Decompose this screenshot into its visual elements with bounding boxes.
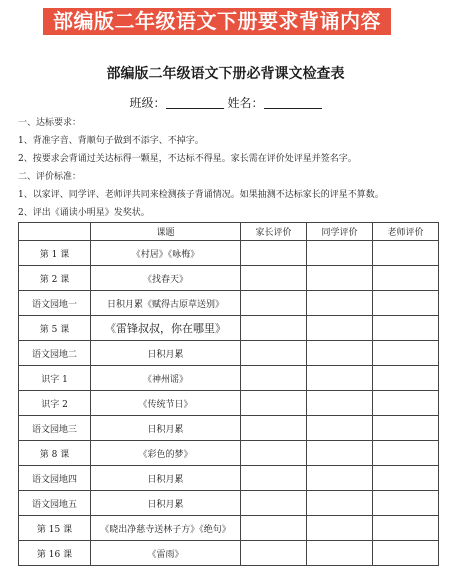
parent-eval-cell[interactable]: [241, 416, 307, 441]
table-row: [19, 466, 439, 491]
classmate-eval-cell[interactable]: [307, 391, 373, 416]
teacher-eval-cell[interactable]: [373, 541, 439, 566]
topic-cell: 《彩色的梦》: [91, 441, 241, 466]
table-row: [19, 316, 439, 341]
topic-cell: 日积月累: [91, 416, 241, 441]
class-name-line: [0, 94, 451, 111]
topic-cell: 日积月累: [91, 491, 241, 516]
topic-cell: 《传统节日》: [91, 391, 241, 416]
lesson-cell: 第 1 课: [19, 241, 91, 266]
lesson-cell: 识字 2: [19, 391, 91, 416]
teacher-eval-cell[interactable]: [373, 316, 439, 341]
teacher-eval-cell[interactable]: [373, 441, 439, 466]
lesson-cell: 第 15 课: [19, 516, 91, 541]
topic-cell: 《雷雨》: [91, 541, 241, 566]
classmate-eval-cell[interactable]: [307, 491, 373, 516]
table-row: [19, 291, 439, 316]
name-blank: [264, 96, 322, 109]
table-row: [19, 416, 439, 441]
parent-eval-cell[interactable]: [241, 341, 307, 366]
lesson-cell: 语文园地五: [19, 491, 91, 516]
parent-eval-cell[interactable]: [241, 491, 307, 516]
lesson-cell: 识字 1: [19, 366, 91, 391]
header-teacher-eval: 老师评价: [373, 223, 439, 241]
classmate-eval-cell[interactable]: [307, 416, 373, 441]
header-topic: 课题: [91, 223, 241, 241]
parent-eval-cell[interactable]: [241, 541, 307, 566]
topic-cell: 《村居》《咏梅》: [91, 241, 241, 266]
classmate-eval-cell[interactable]: [307, 266, 373, 291]
classmate-eval-cell[interactable]: [307, 541, 373, 566]
criteria-1: 1、以家评、同学评、老师评共同来检测孩子背诵情况。如果抽测不达标家长的评星不算数。: [18, 190, 384, 200]
requirement-1: 1、背准字音、背顺句子做到不添字、不掉字。: [18, 136, 204, 146]
classmate-eval-cell[interactable]: [307, 516, 373, 541]
parent-eval-cell[interactable]: [241, 366, 307, 391]
parent-eval-cell[interactable]: [241, 316, 307, 341]
parent-eval-cell[interactable]: [241, 441, 307, 466]
lesson-cell: 语文园地一: [19, 291, 91, 316]
parent-eval-cell[interactable]: [241, 291, 307, 316]
name-label: 姓名：: [227, 96, 264, 110]
table-row: [19, 516, 439, 541]
teacher-eval-cell[interactable]: [373, 491, 439, 516]
section-heading-criteria: 二、评价标准：: [18, 172, 82, 182]
teacher-eval-cell[interactable]: [373, 416, 439, 441]
parent-eval-cell[interactable]: [241, 266, 307, 291]
teacher-eval-cell[interactable]: [373, 466, 439, 491]
table-row: [19, 241, 439, 266]
topic-cell: 日积月累: [91, 341, 241, 366]
table-header-row: [19, 223, 439, 241]
document-title: 部编版二年级语文下册必背课文检查表: [106, 66, 345, 82]
table-row: [19, 441, 439, 466]
section-heading-requirements: 一、达标要求：: [18, 118, 82, 128]
topic-cell: 《雷锋叔叔，你在哪里》: [91, 316, 241, 341]
table-row: [19, 366, 439, 391]
teacher-eval-cell[interactable]: [373, 241, 439, 266]
header-classmate-eval: 同学评价: [307, 223, 373, 241]
lesson-cell: 第 16 课: [19, 541, 91, 566]
table-row: [19, 391, 439, 416]
teacher-eval-cell[interactable]: [373, 266, 439, 291]
classmate-eval-cell[interactable]: [307, 366, 373, 391]
parent-eval-cell[interactable]: [241, 241, 307, 266]
recitation-check-table: [18, 222, 439, 566]
parent-eval-cell[interactable]: [241, 466, 307, 491]
topic-cell: 日积月累《赋得古原草送别》: [91, 291, 241, 316]
lesson-cell: 第 8 课: [19, 441, 91, 466]
teacher-eval-cell[interactable]: [373, 391, 439, 416]
header-parent-eval: 家长评价: [241, 223, 307, 241]
parent-eval-cell[interactable]: [241, 391, 307, 416]
header-lesson: [19, 223, 91, 241]
topic-cell: 《晓出净慈寺送林子方》《绝句》: [91, 516, 241, 541]
teacher-eval-cell[interactable]: [373, 516, 439, 541]
table-row: [19, 341, 439, 366]
lesson-cell: 第 5 课: [19, 316, 91, 341]
requirement-2: 2、按要求会背诵过关达标得一颗星，不达标不得星。家长需在评价处评星并签名字。: [18, 154, 357, 164]
table-row: [19, 266, 439, 291]
classmate-eval-cell[interactable]: [307, 441, 373, 466]
topic-cell: 《神州谣》: [91, 366, 241, 391]
teacher-eval-cell[interactable]: [373, 291, 439, 316]
class-label: 班级：: [129, 96, 166, 110]
topic-cell: 日积月累: [91, 466, 241, 491]
page-banner: 部编版二年级语文下册要求背诵内容: [43, 8, 391, 35]
table-row: [19, 541, 439, 566]
criteria-2: 2、评出《诵读小明星》发奖状。: [18, 208, 150, 218]
lesson-cell: 语文园地三: [19, 416, 91, 441]
parent-eval-cell[interactable]: [241, 516, 307, 541]
classmate-eval-cell[interactable]: [307, 466, 373, 491]
topic-cell: 《找春天》: [91, 266, 241, 291]
lesson-cell: 第 2 课: [19, 266, 91, 291]
lesson-cell: 语文园地二: [19, 341, 91, 366]
class-blank: [166, 96, 224, 109]
lesson-cell: 语文园地四: [19, 466, 91, 491]
teacher-eval-cell[interactable]: [373, 366, 439, 391]
classmate-eval-cell[interactable]: [307, 341, 373, 366]
teacher-eval-cell[interactable]: [373, 341, 439, 366]
classmate-eval-cell[interactable]: [307, 241, 373, 266]
table-row: [19, 491, 439, 516]
classmate-eval-cell[interactable]: [307, 291, 373, 316]
classmate-eval-cell[interactable]: [307, 316, 373, 341]
